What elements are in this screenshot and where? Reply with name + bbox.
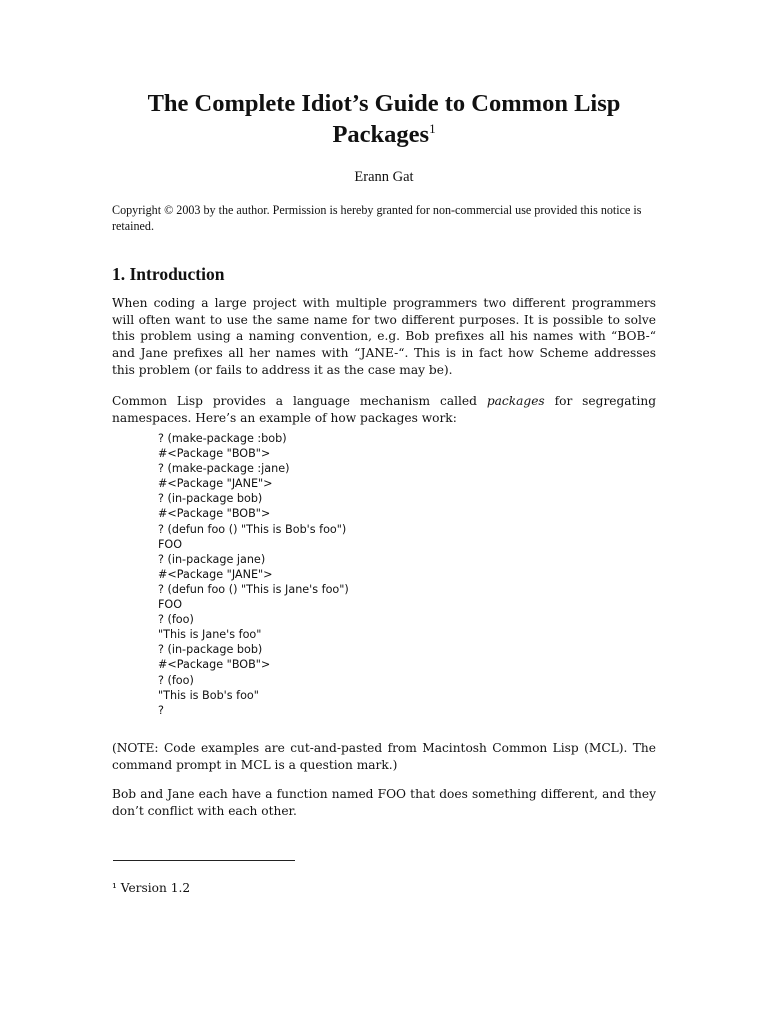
title-footnote-mark: 1 bbox=[429, 120, 436, 136]
footnote-version: ¹ Version 1.2 bbox=[112, 881, 191, 895]
code-line: ? (defun foo () "This is Jane's foo") bbox=[158, 582, 349, 596]
code-line: #<Package "BOB"> bbox=[158, 658, 271, 672]
code-line: ? (foo) bbox=[158, 613, 194, 627]
code-line: "This is Bob's foo" bbox=[158, 688, 259, 702]
code-line: #<Package "JANE"> bbox=[158, 567, 273, 581]
title-line-2: Packages bbox=[332, 121, 430, 148]
code-line: ? bbox=[158, 703, 164, 717]
code-line: ? (in-package bob) bbox=[158, 492, 263, 506]
code-line: #<Package "BOB"> bbox=[158, 507, 271, 521]
section-heading-introduction: 1. Introduction bbox=[112, 264, 225, 284]
code-example bbox=[158, 431, 349, 718]
code-line: ? (make-package :bob) bbox=[158, 432, 287, 445]
author-name: Erann Gat bbox=[354, 169, 414, 185]
intro-paragraph-2 bbox=[112, 393, 656, 426]
intro-paragraph-1: When coding a large project with multiple programmers two different programmers will often want to use the same name for two different purposes. It is possible to solve this problem using a naming convention, e.g. Bob prefixes all his names with “BOB-“ and Jane prefixes all her names with “JANE-“. This is in fact how Scheme addresses this problem (or fails to address it as the case may be). bbox=[112, 296, 656, 377]
copyright-notice: Copyright © 2003 by the author. Permission is hereby granted for non-commercial use provided this notice is retained. bbox=[112, 203, 642, 233]
code-line: ? (in-package bob) bbox=[158, 643, 263, 657]
conclusion-paragraph: Bob and Jane each have a function named FOO that does something different, and they don’t conflict with each other. bbox=[112, 787, 656, 818]
code-line: FOO bbox=[158, 537, 183, 551]
code-line: #<Package "JANE"> bbox=[158, 477, 273, 491]
paragraph-2-text-before: Common Lisp provides a language mechanism called bbox=[112, 394, 487, 408]
paragraph-2-text-after: for segregating namespaces. Here’s an example of how packages work: bbox=[112, 394, 657, 425]
code-line: "This is Jane's foo" bbox=[158, 628, 262, 642]
paragraph-2-emphasis: packages bbox=[486, 394, 545, 408]
footnote-divider bbox=[113, 860, 295, 861]
code-line: FOO bbox=[158, 598, 183, 612]
code-line: ? (foo) bbox=[158, 673, 194, 687]
code-line: ? (make-package :jane) bbox=[158, 462, 290, 476]
document-title bbox=[112, 88, 656, 150]
title-line-1: The Complete Idiot’s Guide to Common Lisp bbox=[147, 90, 621, 117]
note-paragraph: (NOTE: Code examples are cut-and-pasted from Macintosh Common Lisp (MCL). The command prompt in MCL is a question mark.) bbox=[112, 741, 656, 772]
code-line: ? (in-package jane) bbox=[158, 552, 266, 566]
code-line: #<Package "BOB"> bbox=[158, 447, 271, 461]
code-line: ? (defun foo () "This is Bob's foo") bbox=[158, 522, 347, 536]
